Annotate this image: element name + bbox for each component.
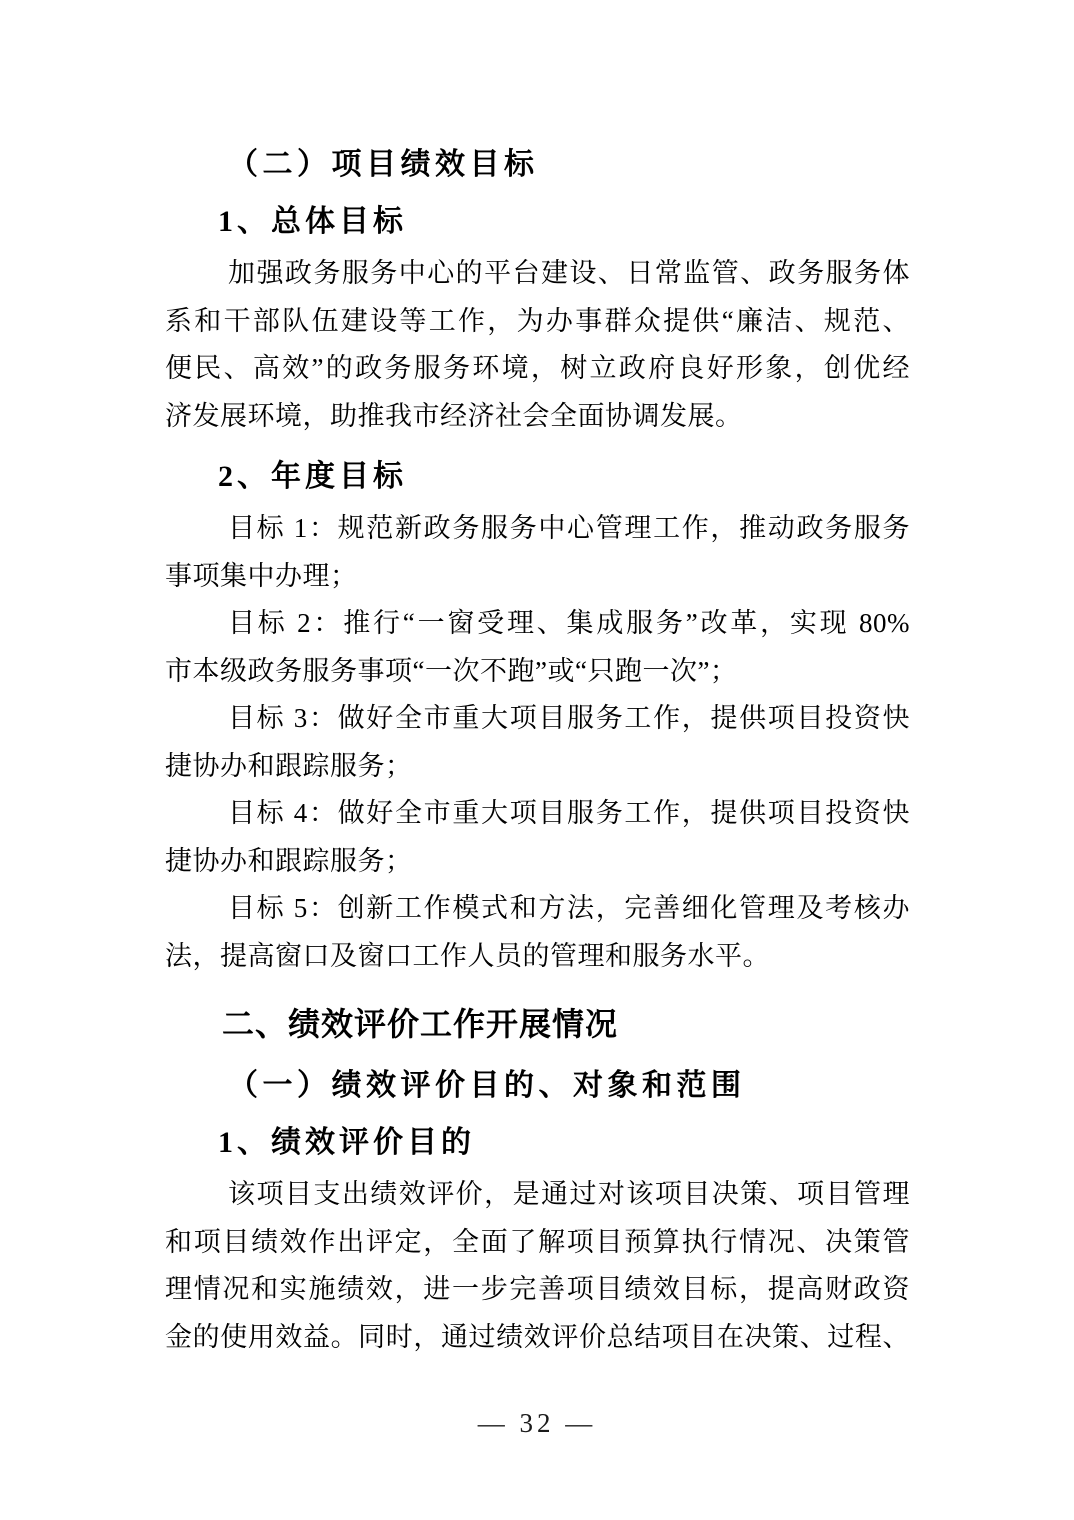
text-line: 捷协办和跟踪服务；: [165, 845, 413, 876]
body-paragraph: [165, 790, 910, 885]
numbered-heading: 2、年度目标: [218, 460, 407, 493]
section-heading: 二、绩效评价工作开展情况: [222, 1006, 619, 1042]
text-line: 金的使用效益。同时，通过绩效评价总结项目在决策、过程、: [165, 1321, 910, 1352]
body-paragraph: [165, 885, 910, 980]
text-line: 便民、高效”的政务服务环境，树立政府良好形象，创优经: [165, 353, 910, 383]
page-number: — 32 —: [477, 1408, 597, 1438]
text-line: 济发展环境，助推我市经济社会全面协调发展。: [165, 400, 743, 431]
document-body: [165, 145, 910, 1361]
numbered-heading: 1、总体目标: [218, 205, 407, 238]
text-line: 法，提高窗口及窗口工作人员的管理和服务水平。: [165, 940, 770, 971]
body-paragraph: [165, 1171, 910, 1361]
text-line: 目标 2：推行“一窗受理、集成服务”改革，实现 80%: [228, 608, 910, 638]
text-line: 系和干部队伍建设等工作，为办事群众提供“廉洁、规范、: [165, 305, 910, 336]
subsection-heading: （二）项目绩效目标: [228, 148, 539, 181]
subsection-heading: （一）绩效评价目的、对象和范围: [228, 1069, 746, 1102]
text-line: 捷协办和跟踪服务；: [165, 750, 413, 781]
page-footer: [0, 1408, 1074, 1439]
text-line: 和项目绩效作出评定，全面了解项目预算执行情况、决策管: [165, 1226, 910, 1257]
body-paragraph: [165, 600, 910, 695]
text-line: 目标 1：规范新政务服务中心管理工作，推动政务服务: [228, 513, 910, 543]
body-paragraph: [165, 695, 910, 790]
text-line: 目标 5：创新工作模式和方法，完善细化管理及考核办: [228, 893, 910, 923]
text-line: 目标 4：做好全市重大项目服务工作，提供项目投资快: [228, 798, 910, 828]
numbered-heading: 1、绩效评价目的: [218, 1126, 475, 1159]
text-line: 加强政务服务中心的平台建设、日常监管、政务服务体: [228, 258, 910, 288]
text-line: 事项集中办理；: [165, 560, 358, 591]
text-line: 目标 3：做好全市重大项目服务工作，提供项目投资快: [228, 703, 910, 733]
body-paragraph: [165, 505, 910, 600]
body-paragraph: [165, 250, 910, 440]
text-line: 该项目支出绩效评价，是通过对该项目决策、项目管理: [228, 1179, 910, 1209]
text-line: 理情况和实施绩效，进一步完善项目绩效目标，提高财政资: [165, 1274, 910, 1304]
text-line: 市本级政务服务事项“一次不跑”或“只跑一次”；: [165, 655, 738, 686]
